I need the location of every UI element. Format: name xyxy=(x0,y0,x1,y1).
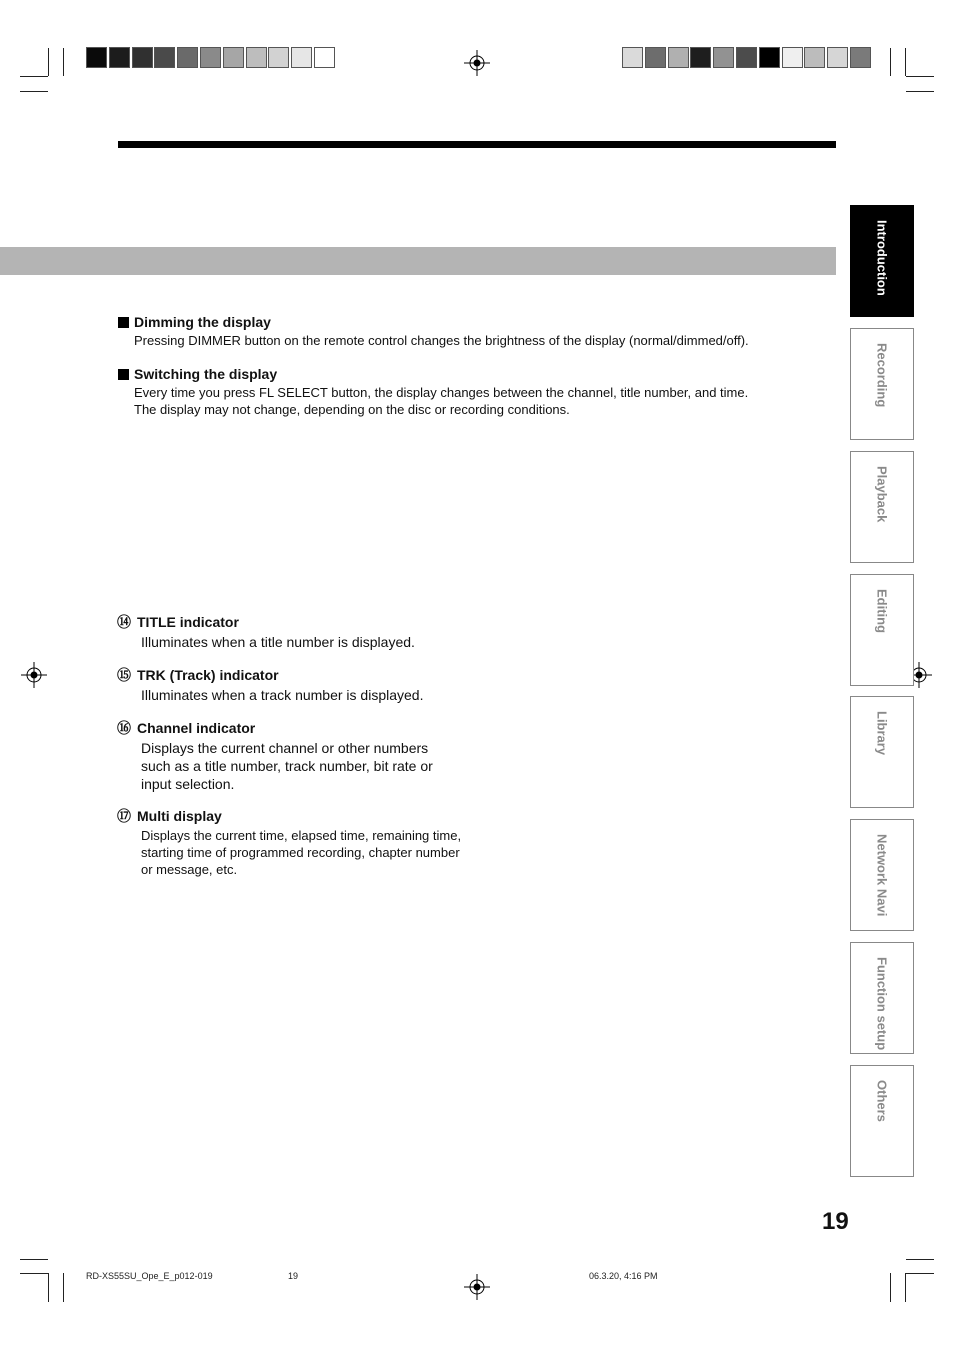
section-heading: Dimming the display xyxy=(118,314,749,330)
section-line: The display may not change, depending on the disc or recording conditions. xyxy=(134,401,570,417)
registration-mark-icon xyxy=(21,662,47,688)
crop-mark xyxy=(906,1273,934,1274)
color-swatch xyxy=(177,47,198,68)
crop-mark xyxy=(20,76,48,77)
tab-network-navi[interactable] xyxy=(850,819,914,931)
crop-mark xyxy=(906,1259,934,1260)
section-band xyxy=(0,247,836,275)
color-swatch xyxy=(759,47,780,68)
footer-page: 19 xyxy=(288,1271,299,1281)
footer-timestamp: 06.3.20, 4:16 PM xyxy=(589,1271,658,1281)
page-number: 19 xyxy=(822,1208,849,1235)
crop-mark xyxy=(890,1273,891,1302)
crop-mark xyxy=(48,48,49,76)
item-title: Multi display xyxy=(137,808,222,824)
item-number: ⑭ xyxy=(117,614,131,630)
crop-mark xyxy=(63,1273,64,1302)
color-swatch xyxy=(782,47,803,68)
color-swatch xyxy=(86,47,107,68)
item-title: Channel indicator xyxy=(137,720,256,736)
color-swatch xyxy=(132,47,153,68)
tab-introduction[interactable] xyxy=(850,205,914,317)
registration-mark-icon xyxy=(464,1274,490,1300)
item-number: ⑰ xyxy=(117,808,131,824)
color-swatch xyxy=(622,47,643,68)
tab-label: Editing xyxy=(874,589,890,634)
crop-mark xyxy=(20,1273,48,1274)
color-swatch xyxy=(827,47,848,68)
tab-others[interactable] xyxy=(850,1065,914,1177)
section-dimming xyxy=(118,314,749,350)
section-body xyxy=(134,333,749,350)
crop-mark xyxy=(906,91,934,92)
color-bar-left xyxy=(86,47,337,68)
tab-editing[interactable] xyxy=(850,574,914,686)
color-swatch xyxy=(200,47,221,68)
section-line: Every time you press FL SELECT button, the display changes between the channel, title number, and time. xyxy=(134,385,749,400)
color-swatch xyxy=(291,47,312,68)
color-swatch xyxy=(668,47,689,68)
tab-playback[interactable] xyxy=(850,451,914,563)
color-swatch xyxy=(109,47,130,68)
crop-mark xyxy=(48,1273,49,1302)
item-title: TRK (Track) indicator xyxy=(137,667,279,683)
section-heading: Switching the display xyxy=(118,366,748,382)
tab-recording[interactable] xyxy=(850,328,914,440)
item-description: Displays the current time, elapsed time, remaining time, starting time of programmed recording, chapter number or message, etc. xyxy=(141,828,462,877)
tab-function-setup[interactable] xyxy=(850,942,914,1054)
tab-label: Others xyxy=(874,1080,890,1122)
color-swatch xyxy=(804,47,825,68)
crop-mark xyxy=(20,1259,48,1260)
color-swatch xyxy=(223,47,244,68)
tab-label: Recording xyxy=(874,343,890,408)
crop-mark xyxy=(905,48,906,76)
color-bar-right xyxy=(622,47,873,68)
tab-label: Playback xyxy=(874,466,890,523)
item-description: Displays the current channel or other numbers such as a title number, track number, bit rate or input selection. xyxy=(141,740,433,792)
crop-mark xyxy=(63,48,64,76)
crop-mark xyxy=(20,91,48,92)
tab-label: Network Navi xyxy=(874,834,890,917)
color-swatch xyxy=(736,47,757,68)
color-swatch xyxy=(268,47,289,68)
tab-library[interactable] xyxy=(850,696,914,808)
item-number: ⑮ xyxy=(117,667,131,683)
item-description: Illuminates when a title number is displayed. xyxy=(141,634,415,650)
section-line: Pressing DIMMER button on the remote control changes the brightness of the display (normal/dimmed/off). xyxy=(134,333,749,348)
crop-mark xyxy=(890,48,891,76)
crop-mark xyxy=(905,1273,906,1302)
color-swatch xyxy=(154,47,175,68)
item-description: Illuminates when a track number is displayed. xyxy=(141,687,424,703)
section-switching xyxy=(118,366,748,418)
bullet-square-icon xyxy=(118,369,129,380)
bullet-square-icon xyxy=(118,317,129,328)
crop-mark xyxy=(906,76,934,77)
tab-label: Introduction xyxy=(874,220,890,296)
item-multi-display xyxy=(117,806,466,878)
tab-label: Library xyxy=(874,711,890,756)
color-swatch xyxy=(713,47,734,68)
item-trk-indicator xyxy=(117,665,471,704)
color-swatch xyxy=(645,47,666,68)
color-swatch xyxy=(246,47,267,68)
footer-file: RD-XS55SU_Ope_E_p012-019 xyxy=(86,1271,213,1281)
item-title: TITLE indicator xyxy=(137,614,239,630)
item-title-indicator xyxy=(117,612,471,651)
header-rule xyxy=(118,141,836,148)
item-channel-indicator xyxy=(117,718,451,793)
color-swatch xyxy=(690,47,711,68)
registration-mark-icon xyxy=(464,50,490,76)
color-swatch xyxy=(850,47,871,68)
tab-label: Function setup xyxy=(874,957,890,1051)
item-number: ⑯ xyxy=(117,720,131,736)
color-swatch xyxy=(314,47,335,68)
section-body xyxy=(134,385,748,418)
